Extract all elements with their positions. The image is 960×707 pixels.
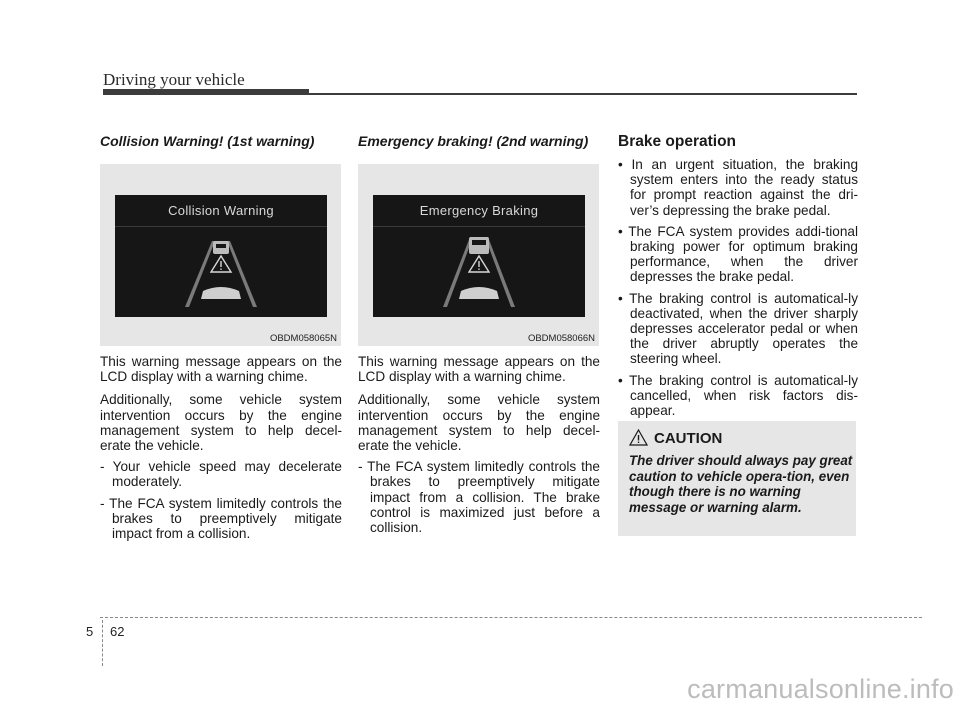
body-paragraph: This warning message appears on the LCD display with a warning chime. [100,354,342,385]
header-bar-thin [309,93,857,95]
collision-road-graphic [115,227,327,309]
brake-operation-list [618,157,858,418]
body-paragraph: Additionally, some vehicle system intervention occurs by the engine management system to help decel-erate the vehicle. [100,392,342,454]
lcd-screen-title: Emergency Braking [419,203,539,218]
lcd-screen-title: Collision Warning [168,203,274,218]
warning-triangle-icon [629,429,648,446]
page-header-title: Driving your vehicle [103,70,245,89]
own-car-icon [201,287,241,299]
caution-box [618,421,856,536]
watermark: carmanualsonline.info [687,674,954,704]
brake-operation-heading: Brake operation [618,133,737,150]
footer-divider [100,617,922,618]
list-item: • The braking control is automatical-ly deactivated, when the driver sharply depresses accelerator pedal or when the driver abruptly operates the steering wheel. [618,290,858,367]
page-number: 62 [110,624,125,639]
dash-item: - The FCA system limitedly controls the brakes to preemptively mitigate impact from a collision. [100,495,342,542]
lcd-screen [115,195,327,317]
caution-title: CAUTION [654,430,723,447]
emergency-braking-heading: Emergency braking! (2nd warning) [358,133,589,149]
dash-item: - The FCA system limitedly controls the brakes to preemptively mitigate impact from a collision. The brake control is maximized just before a collision. [358,459,600,536]
body-paragraph: This warning message appears on the LCD display with a warning chime. [358,354,600,385]
own-car-icon [459,287,499,299]
dash-item: - Your vehicle speed may decelerate moderately. [100,459,342,490]
list-item: • The FCA system provides addi-tional braking power for optimum braking performance, when the driver depresses the brake pedal. [618,223,858,285]
list-item: • The braking control is automatical-ly cancelled, when risk factors dis-appear. [618,372,858,419]
chapter-number: 5 [86,624,94,639]
column-collision-warning [100,133,342,541]
front-car-icon [469,237,489,254]
header-bar-thick [103,89,309,95]
collision-warning-figure [100,164,341,346]
lcd-screen [373,195,585,317]
caution-text: The driver should always pay great caution to vehicle opera-tion, even though there is no warning message or warning alarm. [629,453,853,515]
braking-road-graphic [373,227,585,309]
body-paragraph: Additionally, some vehicle system intervention occurs by the engine management system to help decel-erate the vehicle. [358,392,600,454]
figure-code: OBDM058065N [269,333,337,344]
column-brake-operation [618,133,858,424]
list-item: • In an urgent situation, the braking system enters into the ready status for prompt reaction against the dri-ver’s depressing the brake pedal. [618,157,858,218]
figure-code: OBDM058066N [527,333,595,344]
collision-warning-heading: Collision Warning! (1st warning) [100,133,315,149]
column-emergency-braking [358,133,600,535]
emergency-braking-figure [358,164,599,346]
footer-vertical-divider [102,620,103,666]
